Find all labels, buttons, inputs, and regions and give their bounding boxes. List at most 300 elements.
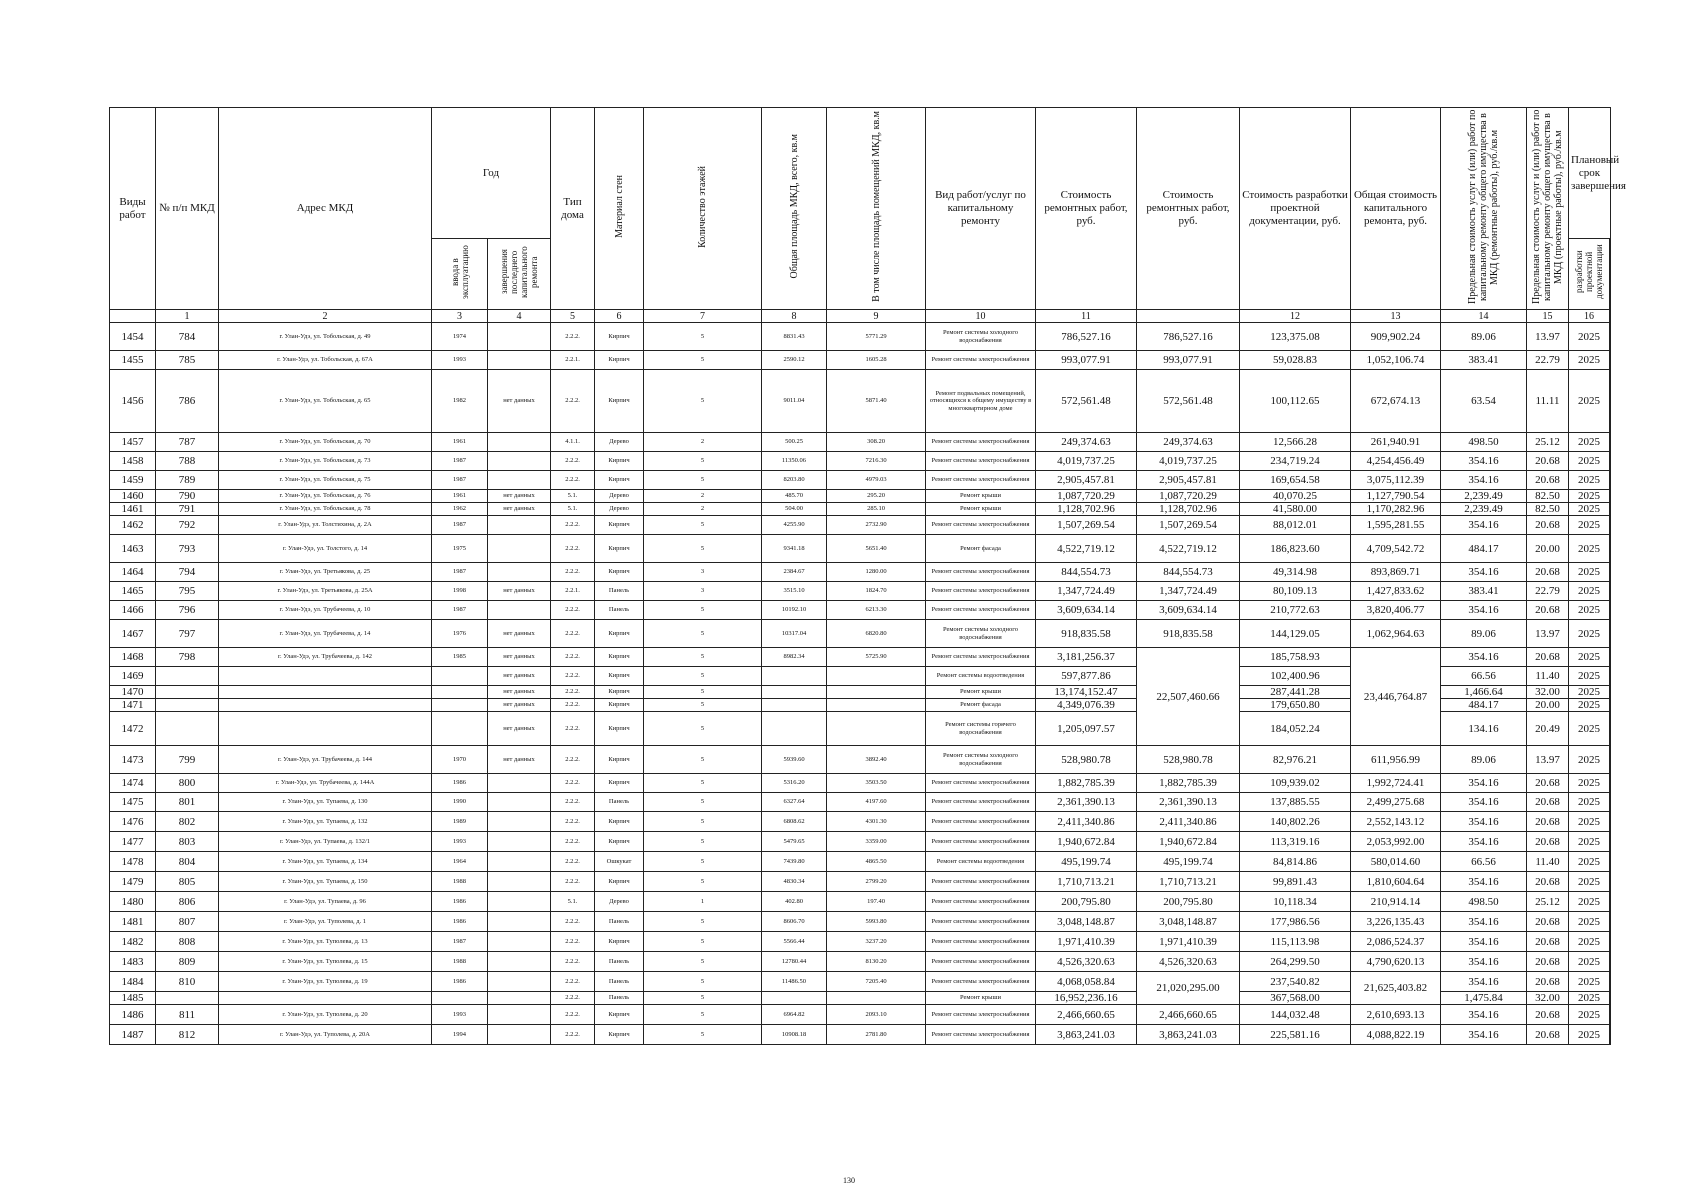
cell-premises-area: 5725.90 xyxy=(827,648,926,667)
cell-vid: 1487 xyxy=(110,1025,156,1045)
cell-premises-area: 3892.40 xyxy=(827,746,926,774)
cell-deadline-design: 2025 xyxy=(1569,952,1610,972)
cell-repair-cost-2: 4,019,737.25 xyxy=(1137,452,1240,471)
table-body xyxy=(110,323,1611,1045)
cell-total-cost: 1,127,790.54 xyxy=(1351,490,1441,503)
cell-year-repair xyxy=(488,1025,551,1045)
cell-floors: 5 xyxy=(644,601,762,620)
cell-deadline-design: 2025 xyxy=(1569,812,1610,832)
cell-total-area: 4830.34 xyxy=(762,872,827,892)
cell-work-type: Ремонт системы электроснабжения xyxy=(926,433,1036,452)
cell-deadline-repair xyxy=(1610,872,1611,892)
cell-wall-material: Ошкукат xyxy=(595,852,644,872)
cell-limit-repair: 89.06 xyxy=(1441,746,1527,774)
cell-address: г. Улан-Удэ, ул. Тупаева, д. 130 xyxy=(219,793,432,812)
cell-wall-material: Кирпич xyxy=(595,872,644,892)
cell-deadline-design: 2025 xyxy=(1569,832,1610,852)
cell-total-area: 5939.60 xyxy=(762,746,827,774)
cell-deadline-design: 2025 xyxy=(1569,1025,1610,1045)
cell-deadline-repair xyxy=(1610,351,1611,370)
table-row xyxy=(110,563,1611,582)
table-row xyxy=(110,832,1611,852)
cell-repair-cost: 200,795.80 xyxy=(1036,892,1137,912)
cell-year-repair xyxy=(488,1005,551,1025)
cell-wall-material: Панель xyxy=(595,793,644,812)
cell-house-type: 2.2.2. xyxy=(551,323,595,351)
cell-year-repair xyxy=(488,912,551,932)
cell-limit-design: 20.68 xyxy=(1527,1005,1569,1025)
cell-total-area: 8831.43 xyxy=(762,323,827,351)
cell-limit-repair: 354.16 xyxy=(1441,601,1527,620)
cell-limit-design: 20.68 xyxy=(1527,972,1569,992)
header-ploshad-pom: В том числе площадь помещений МКД, кв.м xyxy=(827,108,926,310)
cell-vid: 1481 xyxy=(110,912,156,932)
cell-total-cost: 2,610,693.13 xyxy=(1351,1005,1441,1025)
cell-repair-cost: 597,877.86 xyxy=(1036,667,1137,686)
cell-deadline-repair xyxy=(1610,746,1611,774)
cell-repair-cost: 4,349,076.39 xyxy=(1036,699,1137,712)
cell-premises-area: 6820.80 xyxy=(827,620,926,648)
cell-total-area: 5479.65 xyxy=(762,832,827,852)
cell-house-type: 2.2.2. xyxy=(551,686,595,699)
cell-deadline-repair xyxy=(1610,892,1611,912)
cell-repair-cost-2: 21,020,295.00 xyxy=(1137,972,1240,1005)
cell-limit-repair: 89.06 xyxy=(1441,620,1527,648)
cell-deadline-repair xyxy=(1610,686,1611,699)
cell-year-built: 1970 xyxy=(432,746,488,774)
header-st-rem2: Стоимость ремонтных работ, руб. xyxy=(1137,108,1240,310)
cell-repair-cost: 528,980.78 xyxy=(1036,746,1137,774)
cell-deadline-design: 2025 xyxy=(1569,535,1610,563)
cell-design-cost: 80,109.13 xyxy=(1240,582,1351,601)
cell-floors: 5 xyxy=(644,667,762,686)
cell-wall-material: Кирпич xyxy=(595,1025,644,1045)
cell-year-built: 1986 xyxy=(432,972,488,992)
cell-work-type: Ремонт системы электроснабжения xyxy=(926,1005,1036,1025)
cell-year-built: 1988 xyxy=(432,952,488,972)
cell-num xyxy=(156,686,219,699)
cell-total-area: 504.00 xyxy=(762,503,827,516)
cell-repair-cost-2: 1,507,269.54 xyxy=(1137,516,1240,535)
cell-repair-cost-2: 572,561.48 xyxy=(1137,370,1240,433)
cell-year-built: 1961 xyxy=(432,490,488,503)
cell-year-repair xyxy=(488,774,551,793)
cell-work-type: Ремонт системы электроснабжения xyxy=(926,648,1036,667)
table-row xyxy=(110,503,1611,516)
cell-year-built: 1987 xyxy=(432,516,488,535)
cell-deadline-design: 2025 xyxy=(1569,667,1610,686)
cell-deadline-repair xyxy=(1610,793,1611,812)
cell-num: 785 xyxy=(156,351,219,370)
cell-limit-repair: 354.16 xyxy=(1441,516,1527,535)
cell-floors: 5 xyxy=(644,648,762,667)
cell-limit-design: 20.68 xyxy=(1527,952,1569,972)
cell-total-area: 7439.80 xyxy=(762,852,827,872)
cell-total-area: 12780.44 xyxy=(762,952,827,972)
cell-deadline-repair xyxy=(1610,601,1611,620)
cell-num: 798 xyxy=(156,648,219,667)
cell-repair-cost: 1,882,785.39 xyxy=(1036,774,1137,793)
cell-address: г. Улан-Удэ, ул. Тупаева, д. 134 xyxy=(219,852,432,872)
cell-limit-repair: 354.16 xyxy=(1441,452,1527,471)
cell-year-built xyxy=(432,667,488,686)
cell-num: 791 xyxy=(156,503,219,516)
table-row xyxy=(110,582,1611,601)
cell-limit-design: 20.49 xyxy=(1527,712,1569,746)
cell-year-repair xyxy=(488,793,551,812)
cell-house-type: 5.1. xyxy=(551,892,595,912)
cell-wall-material: Кирпич xyxy=(595,535,644,563)
cell-deadline-repair xyxy=(1610,852,1611,872)
cell-address: г. Улан-Удэ, ул. Трубачеева, д. 14 xyxy=(219,620,432,648)
cell-wall-material: Панель xyxy=(595,582,644,601)
cell-vid: 1472 xyxy=(110,712,156,746)
cell-floors: 5 xyxy=(644,686,762,699)
cell-year-built: 1976 xyxy=(432,620,488,648)
cell-wall-material: Кирпич xyxy=(595,667,644,686)
cell-vid: 1477 xyxy=(110,832,156,852)
cell-num: 807 xyxy=(156,912,219,932)
header-addr: Адрес МКД xyxy=(219,108,432,310)
cell-year-repair: нет данных xyxy=(488,648,551,667)
cell-repair-cost-2: 22,507,460.66 xyxy=(1137,648,1240,746)
cell-year-repair: нет данных xyxy=(488,712,551,746)
cell-total-cost: 1,427,833.62 xyxy=(1351,582,1441,601)
cell-year-repair xyxy=(488,952,551,972)
cell-repair-cost-2: 528,980.78 xyxy=(1137,746,1240,774)
cell-deadline-design: 2025 xyxy=(1569,516,1610,535)
cell-deadline-design: 2025 xyxy=(1569,872,1610,892)
cell-year-repair: нет данных xyxy=(488,699,551,712)
cell-year-built: 1975 xyxy=(432,535,488,563)
cell-num xyxy=(156,992,219,1005)
cell-vid: 1483 xyxy=(110,952,156,972)
cell-repair-cost: 16,952,236.16 xyxy=(1036,992,1137,1005)
cell-repair-cost-2: 2,466,660.65 xyxy=(1137,1005,1240,1025)
cell-address: г. Улан-Удэ, ул. Тобольская, д. 75 xyxy=(219,471,432,490)
cell-total-cost: 1,062,964.63 xyxy=(1351,620,1441,648)
cell-deadline-design: 2025 xyxy=(1569,433,1610,452)
cell-floors: 5 xyxy=(644,952,762,972)
cell-premises-area: 5651.40 xyxy=(827,535,926,563)
table-row xyxy=(110,535,1611,563)
header-ploshad: Общая площадь МКД, всего, кв.м xyxy=(762,108,827,310)
cell-limit-design: 20.68 xyxy=(1527,774,1569,793)
cell-premises-area: 4979.03 xyxy=(827,471,926,490)
cell-deadline-design: 2025 xyxy=(1569,563,1610,582)
cell-vid: 1466 xyxy=(110,601,156,620)
cell-repair-cost-2: 3,609,634.14 xyxy=(1137,601,1240,620)
cell-address: г. Улан-Удэ, ул. Толстого, д. 14 xyxy=(219,535,432,563)
cell-house-type: 5.1. xyxy=(551,503,595,516)
cell-limit-repair: 89.06 xyxy=(1441,323,1527,351)
cell-work-type: Ремонт системы электроснабжения xyxy=(926,471,1036,490)
cell-address: г. Улан-Удэ, ул. Тобольская, д. 76 xyxy=(219,490,432,503)
header-god-zav: завершения последнего капитального ремонта xyxy=(488,239,551,310)
cell-wall-material: Кирпич xyxy=(595,563,644,582)
cell-total-area xyxy=(762,686,827,699)
cell-repair-cost: 2,361,390.13 xyxy=(1036,793,1137,812)
cell-house-type: 2.2.2. xyxy=(551,620,595,648)
cell-num xyxy=(156,699,219,712)
cell-repair-cost: 1,087,720.29 xyxy=(1036,490,1137,503)
cell-year-repair: нет данных xyxy=(488,686,551,699)
cell-house-type: 2.2.2. xyxy=(551,972,595,992)
cell-repair-cost: 1,710,713.21 xyxy=(1036,872,1137,892)
cell-limit-repair: 354.16 xyxy=(1441,471,1527,490)
cell-vid: 1473 xyxy=(110,746,156,774)
cell-address: г. Улан-Удэ, ул. Тобольская, д. 78 xyxy=(219,503,432,516)
cell-repair-cost: 4,526,320.63 xyxy=(1036,952,1137,972)
cell-deadline-repair xyxy=(1610,712,1611,746)
cell-deadline-repair xyxy=(1610,563,1611,582)
cell-repair-cost: 786,527.16 xyxy=(1036,323,1137,351)
table-row xyxy=(110,516,1611,535)
cell-limit-repair: 383.41 xyxy=(1441,351,1527,370)
cell-total-area: 10908.18 xyxy=(762,1025,827,1045)
cell-work-type: Ремонт системы горячего водоснабжения xyxy=(926,712,1036,746)
cell-premises-area: 2093.10 xyxy=(827,1005,926,1025)
cell-house-type: 2.2.2. xyxy=(551,812,595,832)
cell-year-repair xyxy=(488,992,551,1005)
column-number-row: 1 2 3 4 5 6 7 8 9 10 11 12 13 14 15 16 xyxy=(110,310,1611,323)
cell-repair-cost: 1,347,724.49 xyxy=(1036,582,1137,601)
cell-repair-cost: 13,174,152.47 xyxy=(1036,686,1137,699)
cell-vid: 1459 xyxy=(110,471,156,490)
cell-deadline-repair xyxy=(1610,433,1611,452)
cell-house-type: 2.2.1. xyxy=(551,582,595,601)
header-pred-rem: Предельная стоимость услуг и (или) работ по капитальному ремонту общего имущества в МКД (ремонтные работы), руб./кв.м xyxy=(1441,108,1527,310)
cell-total-cost: 580,014.60 xyxy=(1351,852,1441,872)
page-number: 130 xyxy=(843,1176,855,1185)
cell-year-repair xyxy=(488,872,551,892)
cell-total-area: 5316.20 xyxy=(762,774,827,793)
cell-year-built: 1986 xyxy=(432,774,488,793)
cell-deadline-design: 2025 xyxy=(1569,370,1610,433)
cell-num xyxy=(156,667,219,686)
cell-design-cost: 115,113.98 xyxy=(1240,932,1351,952)
cell-premises-area: 8130.20 xyxy=(827,952,926,972)
cell-address: г. Улан-Удэ, ул. Туполева, д. 19 xyxy=(219,972,432,992)
cell-deadline-repair xyxy=(1610,1025,1611,1045)
cell-total-cost: 2,086,524.37 xyxy=(1351,932,1441,952)
cell-floors: 2 xyxy=(644,503,762,516)
cell-deadline-repair xyxy=(1610,471,1611,490)
cell-design-cost: 144,032.48 xyxy=(1240,1005,1351,1025)
cell-num: 808 xyxy=(156,932,219,952)
cell-house-type: 2.2.2. xyxy=(551,832,595,852)
cell-total-area: 9011.04 xyxy=(762,370,827,433)
cell-total-cost: 1,595,281.55 xyxy=(1351,516,1441,535)
cell-year-repair: нет данных xyxy=(488,620,551,648)
cell-repair-cost-2: 1,710,713.21 xyxy=(1137,872,1240,892)
cell-num: 810 xyxy=(156,972,219,992)
cell-floors: 5 xyxy=(644,932,762,952)
cell-vid: 1485 xyxy=(110,992,156,1005)
header-etaj: Количество этажей xyxy=(644,108,762,310)
cell-total-area xyxy=(762,699,827,712)
cell-premises-area: 4865.50 xyxy=(827,852,926,872)
cell-limit-design: 20.68 xyxy=(1527,793,1569,812)
cell-premises-area: 5771.29 xyxy=(827,323,926,351)
cell-limit-design: 20.68 xyxy=(1527,1025,1569,1045)
cell-limit-repair: 354.16 xyxy=(1441,648,1527,667)
cell-address: г. Улан-Удэ, ул. Трубачеева, д. 144 xyxy=(219,746,432,774)
cell-address: г. Улан-Удэ, ул. Туполева, д. 20А xyxy=(219,1025,432,1045)
cell-repair-cost-2: 993,077.91 xyxy=(1137,351,1240,370)
cell-total-cost: 1,810,604.64 xyxy=(1351,872,1441,892)
cell-work-type: Ремонт фасада xyxy=(926,699,1036,712)
cell-vid: 1476 xyxy=(110,812,156,832)
cell-wall-material: Кирпич xyxy=(595,370,644,433)
cell-design-cost: 100,112.65 xyxy=(1240,370,1351,433)
cell-total-area: 485.70 xyxy=(762,490,827,503)
cell-wall-material: Кирпич xyxy=(595,471,644,490)
cell-design-cost: 184,052.24 xyxy=(1240,712,1351,746)
cell-premises-area: 2781.80 xyxy=(827,1025,926,1045)
cell-deadline-design: 2025 xyxy=(1569,452,1610,471)
cell-repair-cost-2: 2,905,457.81 xyxy=(1137,471,1240,490)
cell-total-area: 6808.62 xyxy=(762,812,827,832)
cell-deadline-design: 2025 xyxy=(1569,932,1610,952)
cell-total-area xyxy=(762,712,827,746)
cell-repair-cost-2: 200,795.80 xyxy=(1137,892,1240,912)
cell-repair-cost: 3,048,148.87 xyxy=(1036,912,1137,932)
cell-limit-design: 20.68 xyxy=(1527,912,1569,932)
cell-work-type: Ремонт системы электроснабжения xyxy=(926,563,1036,582)
cell-floors: 5 xyxy=(644,872,762,892)
cell-deadline-design: 2025 xyxy=(1569,972,1610,992)
cell-repair-cost: 918,835.58 xyxy=(1036,620,1137,648)
cell-design-cost: 186,823.60 xyxy=(1240,535,1351,563)
cell-wall-material: Панель xyxy=(595,972,644,992)
cell-work-type: Ремонт системы электроснабжения xyxy=(926,872,1036,892)
cell-deadline-design: 2025 xyxy=(1569,503,1610,516)
table-row xyxy=(110,812,1611,832)
cell-address: г. Улан-Удэ, ул. Туполева, д. 13 xyxy=(219,932,432,952)
cell-year-built: 1988 xyxy=(432,872,488,892)
cell-year-repair xyxy=(488,516,551,535)
cell-limit-design: 82.50 xyxy=(1527,503,1569,516)
cell-floors: 5 xyxy=(644,712,762,746)
cell-deadline-design: 2025 xyxy=(1569,892,1610,912)
cell-total-area xyxy=(762,992,827,1005)
cell-deadline-design: 2025 xyxy=(1569,712,1610,746)
cell-limit-design: 11.40 xyxy=(1527,667,1569,686)
cell-design-cost: 140,802.26 xyxy=(1240,812,1351,832)
cell-floors: 5 xyxy=(644,912,762,932)
cell-year-repair xyxy=(488,972,551,992)
cell-vid: 1457 xyxy=(110,433,156,452)
header-srok: Плановый срок завершения xyxy=(1569,108,1611,239)
table-row xyxy=(110,892,1611,912)
cell-num: 809 xyxy=(156,952,219,972)
cell-premises-area xyxy=(827,699,926,712)
cell-premises-area: 295.20 xyxy=(827,490,926,503)
cell-year-repair xyxy=(488,351,551,370)
cell-design-cost: 49,314.98 xyxy=(1240,563,1351,582)
cell-address: г. Улан-Удэ, ул. Тупаева, д. 132/1 xyxy=(219,832,432,852)
cell-floors: 5 xyxy=(644,535,762,563)
cell-deadline-design: 2025 xyxy=(1569,648,1610,667)
cell-work-type: Ремонт системы холодного водоснабжения xyxy=(926,620,1036,648)
cell-limit-repair: 354.16 xyxy=(1441,774,1527,793)
cell-num: 800 xyxy=(156,774,219,793)
cell-floors: 5 xyxy=(644,852,762,872)
cell-num: 806 xyxy=(156,892,219,912)
cell-house-type: 2.2.2. xyxy=(551,992,595,1005)
cell-deadline-repair xyxy=(1610,912,1611,932)
header-num: № п/п МКД xyxy=(156,108,219,310)
cell-year-repair xyxy=(488,471,551,490)
cell-limit-repair: 66.56 xyxy=(1441,852,1527,872)
cell-limit-repair: 354.16 xyxy=(1441,812,1527,832)
cell-deadline-repair xyxy=(1610,582,1611,601)
cell-address: г. Улан-Удэ, ул. Тупаева, д. 96 xyxy=(219,892,432,912)
cell-repair-cost: 3,863,241.03 xyxy=(1036,1025,1137,1045)
cell-premises-area: 4197.60 xyxy=(827,793,926,812)
table-row xyxy=(110,932,1611,952)
cell-total-cost: 4,790,620.13 xyxy=(1351,952,1441,972)
cell-address: г. Улан-Удэ, ул. Трубачеева, д. 142 xyxy=(219,648,432,667)
cell-repair-cost-2: 249,374.63 xyxy=(1137,433,1240,452)
cell-wall-material: Кирпич xyxy=(595,620,644,648)
cell-total-cost: 3,820,406.77 xyxy=(1351,601,1441,620)
cell-total-cost: 2,552,143.12 xyxy=(1351,812,1441,832)
cell-num: 797 xyxy=(156,620,219,648)
table-row xyxy=(110,1025,1611,1045)
cell-vid: 1454 xyxy=(110,323,156,351)
cell-year-repair xyxy=(488,535,551,563)
cell-total-cost: 1,992,724.41 xyxy=(1351,774,1441,793)
cell-year-built: 1994 xyxy=(432,1025,488,1045)
cell-year-built: 1964 xyxy=(432,852,488,872)
cell-limit-design: 20.68 xyxy=(1527,812,1569,832)
cell-address: г. Улан-Удэ, ул. Трубачеева, д. 10 xyxy=(219,601,432,620)
cell-deadline-design: 2025 xyxy=(1569,746,1610,774)
cell-limit-design: 13.97 xyxy=(1527,323,1569,351)
cell-total-area: 5566.44 xyxy=(762,932,827,952)
cell-house-type: 2.2.2. xyxy=(551,1025,595,1045)
cell-work-type: Ремонт системы электроснабжения xyxy=(926,952,1036,972)
cell-house-type: 2.2.2. xyxy=(551,516,595,535)
cell-design-cost: 113,319.16 xyxy=(1240,832,1351,852)
cell-deadline-design: 2025 xyxy=(1569,793,1610,812)
cell-work-type: Ремонт системы электроснабжения xyxy=(926,774,1036,793)
cell-repair-cost: 2,466,660.65 xyxy=(1036,1005,1137,1025)
cell-house-type: 2.2.2. xyxy=(551,872,595,892)
header-srok-rem xyxy=(1610,239,1611,310)
cell-house-type: 2.2.2. xyxy=(551,746,595,774)
cell-vid: 1464 xyxy=(110,563,156,582)
header-srok-proekt: разработки проектной документации xyxy=(1569,239,1610,310)
cell-wall-material: Кирпич xyxy=(595,812,644,832)
cell-deadline-repair xyxy=(1610,699,1611,712)
cell-total-cost: 611,956.99 xyxy=(1351,746,1441,774)
cell-vid: 1486 xyxy=(110,1005,156,1025)
cell-design-cost: 225,581.16 xyxy=(1240,1025,1351,1045)
cell-wall-material: Кирпич xyxy=(595,686,644,699)
cell-premises-area: 3503.50 xyxy=(827,774,926,793)
cell-wall-material: Кирпич xyxy=(595,774,644,793)
cell-num: 804 xyxy=(156,852,219,872)
table-row xyxy=(110,490,1611,503)
cell-design-cost: 88,012.01 xyxy=(1240,516,1351,535)
cell-repair-cost-2: 2,361,390.13 xyxy=(1137,793,1240,812)
cell-wall-material: Кирпич xyxy=(595,648,644,667)
cell-limit-repair: 484.17 xyxy=(1441,535,1527,563)
cell-deadline-repair xyxy=(1610,667,1611,686)
